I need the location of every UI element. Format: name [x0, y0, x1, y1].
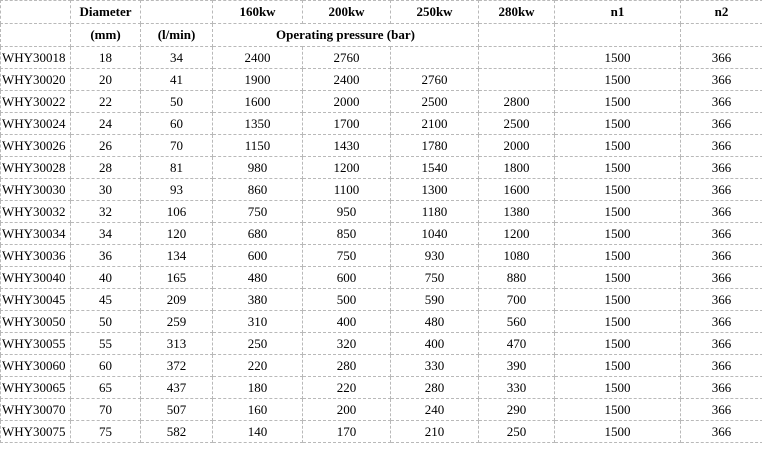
pressure-280kw-cell: 390 — [479, 355, 555, 377]
flow-cell: 165 — [141, 267, 213, 289]
model-cell: WHY30026 — [1, 135, 71, 157]
pressure-160kw-cell: 980 — [213, 157, 303, 179]
empty-cell — [479, 24, 555, 47]
pressure-250kw-cell: 1040 — [391, 223, 479, 245]
pressure-280kw-cell: 560 — [479, 311, 555, 333]
diameter-cell: 24 — [71, 113, 141, 135]
n1-cell: 1500 — [555, 267, 681, 289]
pressure-160kw-cell: 1150 — [213, 135, 303, 157]
pressure-160kw-cell: 750 — [213, 201, 303, 223]
n1-cell: 1500 — [555, 289, 681, 311]
diameter-cell: 70 — [71, 399, 141, 421]
pressure-280kw-cell: 330 — [479, 377, 555, 399]
diameter-cell: 65 — [71, 377, 141, 399]
n1-cell: 1500 — [555, 399, 681, 421]
pressure-280kw-cell: 2800 — [479, 91, 555, 113]
n2-cell: 366 — [681, 311, 762, 333]
flow-cell: 70 — [141, 135, 213, 157]
n1-cell: 1500 — [555, 135, 681, 157]
n1-cell: 1500 — [555, 223, 681, 245]
pressure-160kw-cell: 380 — [213, 289, 303, 311]
pressure-160kw-cell: 220 — [213, 355, 303, 377]
table-row — [1, 91, 762, 113]
pressure-280kw-cell: 880 — [479, 267, 555, 289]
header-row-2 — [1, 24, 762, 47]
pressure-160kw-cell: 1350 — [213, 113, 303, 135]
pressure-200kw-cell: 1430 — [303, 135, 391, 157]
n2-cell: 366 — [681, 399, 762, 421]
pressure-250kw-cell: 330 — [391, 355, 479, 377]
pressure-160kw-cell: 2400 — [213, 47, 303, 69]
diameter-cell: 22 — [71, 91, 141, 113]
diameter-cell: 26 — [71, 135, 141, 157]
diameter-cell: 30 — [71, 179, 141, 201]
diameter-cell: 28 — [71, 157, 141, 179]
model-cell: WHY30070 — [1, 399, 71, 421]
n2-cell: 366 — [681, 333, 762, 355]
pressure-250kw-cell: 750 — [391, 267, 479, 289]
n2-cell: 366 — [681, 355, 762, 377]
table-row — [1, 69, 762, 91]
flow-cell: 582 — [141, 421, 213, 443]
empty-cell — [681, 24, 762, 47]
pressure-200kw-cell: 280 — [303, 355, 391, 377]
n1-cell: 1500 — [555, 69, 681, 91]
model-cell: WHY30050 — [1, 311, 71, 333]
table-row — [1, 113, 762, 135]
table-row — [1, 399, 762, 421]
pressure-250kw-cell: 2500 — [391, 91, 479, 113]
pressure-280kw-cell: 1600 — [479, 179, 555, 201]
flow-cell: 209 — [141, 289, 213, 311]
n2-cell: 366 — [681, 223, 762, 245]
table-row — [1, 311, 762, 333]
pressure-250kw-cell: 1300 — [391, 179, 479, 201]
diameter-cell: 45 — [71, 289, 141, 311]
pressure-200kw-cell: 1700 — [303, 113, 391, 135]
pressure-280kw-cell: 700 — [479, 289, 555, 311]
pressure-250kw-cell: 210 — [391, 421, 479, 443]
flow-cell: 60 — [141, 113, 213, 135]
n2-cell: 366 — [681, 377, 762, 399]
flow-cell: 259 — [141, 311, 213, 333]
pressure-280kw-cell: 1200 — [479, 223, 555, 245]
pressure-250kw-cell — [391, 47, 479, 69]
n1-cell: 1500 — [555, 311, 681, 333]
table-row — [1, 333, 762, 355]
pressure-250kw-cell: 1180 — [391, 201, 479, 223]
header-n2: n2 — [681, 1, 762, 24]
pressure-160kw-cell: 140 — [213, 421, 303, 443]
header-mm: (mm) — [71, 24, 141, 47]
pressure-250kw-cell: 480 — [391, 311, 479, 333]
diameter-cell: 18 — [71, 47, 141, 69]
pressure-250kw-cell: 1780 — [391, 135, 479, 157]
n2-cell: 366 — [681, 245, 762, 267]
pressure-200kw-cell: 600 — [303, 267, 391, 289]
diameter-cell: 60 — [71, 355, 141, 377]
header-160kw: 160kw — [213, 1, 303, 24]
table-row — [1, 201, 762, 223]
header-n1: n1 — [555, 1, 681, 24]
pressure-280kw-cell: 1800 — [479, 157, 555, 179]
n2-cell: 366 — [681, 289, 762, 311]
n1-cell: 1500 — [555, 91, 681, 113]
flow-cell: 372 — [141, 355, 213, 377]
header-200kw: 200kw — [303, 1, 391, 24]
header-diameter: Diameter — [71, 1, 141, 24]
model-cell: WHY30018 — [1, 47, 71, 69]
model-cell: WHY30022 — [1, 91, 71, 113]
pressure-250kw-cell: 240 — [391, 399, 479, 421]
diameter-cell: 36 — [71, 245, 141, 267]
n1-cell: 1500 — [555, 157, 681, 179]
pressure-200kw-cell: 950 — [303, 201, 391, 223]
pressure-160kw-cell: 1900 — [213, 69, 303, 91]
pressure-200kw-cell: 170 — [303, 421, 391, 443]
table-row — [1, 267, 762, 289]
table-row — [1, 421, 762, 443]
pressure-160kw-cell: 160 — [213, 399, 303, 421]
n1-cell: 1500 — [555, 355, 681, 377]
pressure-280kw-cell: 470 — [479, 333, 555, 355]
flow-cell: 134 — [141, 245, 213, 267]
table-row — [1, 223, 762, 245]
table-row — [1, 135, 762, 157]
pressure-200kw-cell: 1100 — [303, 179, 391, 201]
pressure-200kw-cell: 2000 — [303, 91, 391, 113]
n1-cell: 1500 — [555, 421, 681, 443]
pressure-160kw-cell: 310 — [213, 311, 303, 333]
pressure-160kw-cell: 180 — [213, 377, 303, 399]
pressure-280kw-cell: 2500 — [479, 113, 555, 135]
diameter-cell: 40 — [71, 267, 141, 289]
model-cell: WHY30045 — [1, 289, 71, 311]
diameter-cell: 55 — [71, 333, 141, 355]
table-row — [1, 289, 762, 311]
table-row — [1, 377, 762, 399]
pressure-250kw-cell: 2100 — [391, 113, 479, 135]
pressure-280kw-cell: 250 — [479, 421, 555, 443]
n1-cell: 1500 — [555, 333, 681, 355]
model-cell: WHY30060 — [1, 355, 71, 377]
n2-cell: 366 — [681, 157, 762, 179]
pressure-250kw-cell: 1540 — [391, 157, 479, 179]
pressure-200kw-cell: 750 — [303, 245, 391, 267]
flow-cell: 34 — [141, 47, 213, 69]
model-cell: WHY30036 — [1, 245, 71, 267]
model-cell: WHY30065 — [1, 377, 71, 399]
pressure-250kw-cell: 400 — [391, 333, 479, 355]
pressure-280kw-cell: 290 — [479, 399, 555, 421]
header-operating-pressure: Operating pressure (bar) — [213, 24, 479, 47]
diameter-cell: 50 — [71, 311, 141, 333]
pressure-250kw-cell: 280 — [391, 377, 479, 399]
pressure-200kw-cell: 2400 — [303, 69, 391, 91]
diameter-cell: 75 — [71, 421, 141, 443]
pressure-160kw-cell: 1600 — [213, 91, 303, 113]
n2-cell: 366 — [681, 201, 762, 223]
n1-cell: 1500 — [555, 179, 681, 201]
pressure-250kw-cell: 590 — [391, 289, 479, 311]
pressure-280kw-cell: 1080 — [479, 245, 555, 267]
model-cell: WHY30040 — [1, 267, 71, 289]
model-cell: WHY30030 — [1, 179, 71, 201]
model-cell: WHY30032 — [1, 201, 71, 223]
pressure-280kw-cell — [479, 69, 555, 91]
pressure-200kw-cell: 220 — [303, 377, 391, 399]
table-row — [1, 47, 762, 69]
pressure-160kw-cell: 860 — [213, 179, 303, 201]
diameter-cell: 32 — [71, 201, 141, 223]
n2-cell: 366 — [681, 135, 762, 157]
n1-cell: 1500 — [555, 245, 681, 267]
pressure-200kw-cell: 2760 — [303, 47, 391, 69]
flow-cell: 50 — [141, 91, 213, 113]
flow-cell: 93 — [141, 179, 213, 201]
table-row — [1, 245, 762, 267]
pressure-200kw-cell: 850 — [303, 223, 391, 245]
model-cell: WHY30028 — [1, 157, 71, 179]
model-cell: WHY30075 — [1, 421, 71, 443]
pressure-200kw-cell: 1200 — [303, 157, 391, 179]
pressure-160kw-cell: 480 — [213, 267, 303, 289]
n2-cell: 366 — [681, 91, 762, 113]
pressure-200kw-cell: 200 — [303, 399, 391, 421]
pressure-160kw-cell: 600 — [213, 245, 303, 267]
flow-cell: 106 — [141, 201, 213, 223]
empty-cell — [1, 1, 71, 24]
diameter-cell: 20 — [71, 69, 141, 91]
flow-cell: 41 — [141, 69, 213, 91]
diameter-cell: 34 — [71, 223, 141, 245]
model-cell: WHY30034 — [1, 223, 71, 245]
flow-cell: 120 — [141, 223, 213, 245]
n2-cell: 366 — [681, 113, 762, 135]
n1-cell: 1500 — [555, 377, 681, 399]
n1-cell: 1500 — [555, 201, 681, 223]
pressure-160kw-cell: 680 — [213, 223, 303, 245]
header-flow: (l/min) — [141, 24, 213, 47]
n2-cell: 366 — [681, 47, 762, 69]
pressure-250kw-cell: 930 — [391, 245, 479, 267]
n2-cell: 366 — [681, 267, 762, 289]
pressure-280kw-cell — [479, 47, 555, 69]
pressure-200kw-cell: 500 — [303, 289, 391, 311]
empty-cell — [141, 1, 213, 24]
header-row-1 — [1, 1, 762, 24]
flow-cell: 507 — [141, 399, 213, 421]
empty-cell — [555, 24, 681, 47]
table-row — [1, 179, 762, 201]
flow-cell: 81 — [141, 157, 213, 179]
pressure-200kw-cell: 400 — [303, 311, 391, 333]
pressure-280kw-cell: 1380 — [479, 201, 555, 223]
n2-cell: 366 — [681, 421, 762, 443]
header-280kw: 280kw — [479, 1, 555, 24]
table-row — [1, 355, 762, 377]
table-row — [1, 157, 762, 179]
empty-cell — [1, 24, 71, 47]
pressure-280kw-cell: 2000 — [479, 135, 555, 157]
pressure-250kw-cell: 2760 — [391, 69, 479, 91]
flow-cell: 313 — [141, 333, 213, 355]
model-cell: WHY30024 — [1, 113, 71, 135]
n2-cell: 366 — [681, 69, 762, 91]
flow-cell: 437 — [141, 377, 213, 399]
header-250kw: 250kw — [391, 1, 479, 24]
model-cell: WHY30020 — [1, 69, 71, 91]
n2-cell: 366 — [681, 179, 762, 201]
n1-cell: 1500 — [555, 113, 681, 135]
n1-cell: 1500 — [555, 47, 681, 69]
pressure-200kw-cell: 320 — [303, 333, 391, 355]
pressure-160kw-cell: 250 — [213, 333, 303, 355]
model-cell: WHY30055 — [1, 333, 71, 355]
